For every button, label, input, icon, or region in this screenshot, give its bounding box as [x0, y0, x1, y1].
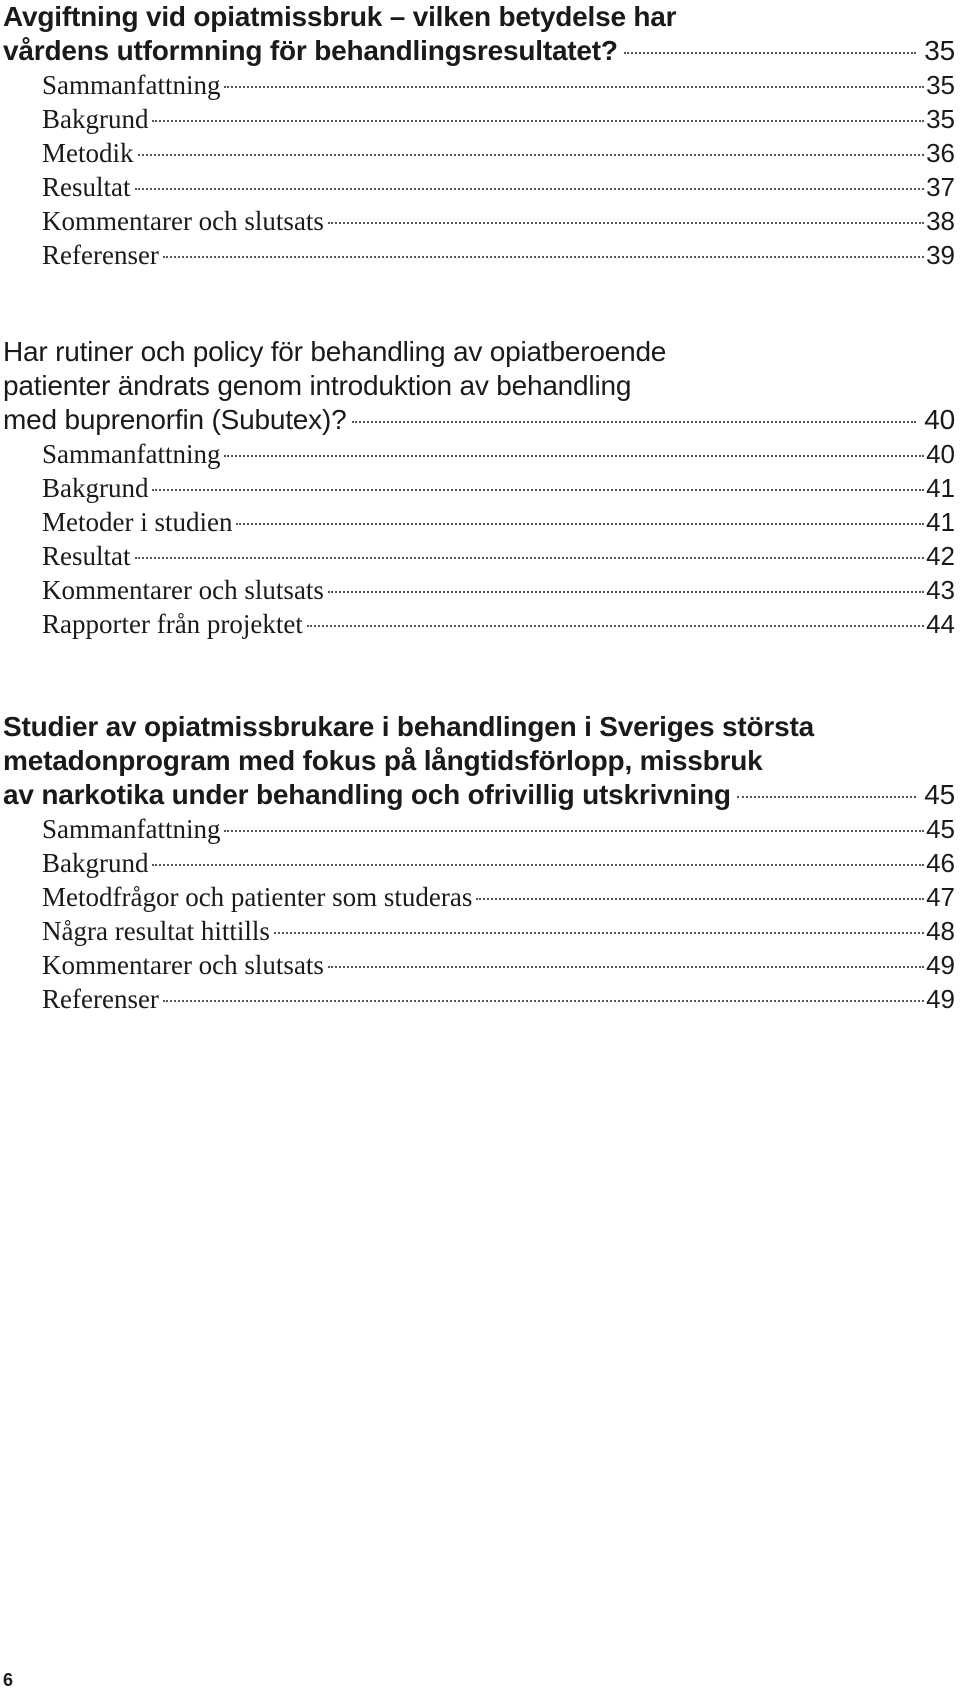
toc-entry-page: 41	[926, 473, 955, 503]
dot-leader	[152, 489, 924, 491]
toc-entry-page: 38	[926, 206, 955, 236]
toc-entry-page: 35	[926, 70, 955, 100]
toc-section-1	[3, 0, 955, 272]
heading-last-line	[3, 403, 955, 437]
toc-entry-label: Referenser	[42, 984, 159, 1014]
toc-entry[interactable]	[42, 471, 955, 505]
heading-line: vårdens utformning för behandlingsresultatet?	[3, 35, 618, 66]
toc-entry-label: Resultat	[42, 172, 131, 202]
toc-entry[interactable]	[42, 948, 955, 982]
dot-leader	[152, 120, 924, 122]
dot-leader	[224, 830, 924, 832]
toc-entry-page: 47	[926, 882, 955, 912]
toc-entry-label: Rapporter från projektet	[42, 609, 303, 639]
dot-leader	[224, 86, 924, 88]
heading-line: Avgiftning vid opiatmissbruk – vilken betydelse har	[3, 1, 677, 32]
toc-entry-label: Kommentarer och slutsats	[42, 575, 324, 605]
toc-entry-page: 35	[926, 104, 955, 134]
toc-entry[interactable]	[42, 68, 955, 102]
dot-leader	[307, 625, 924, 627]
toc-entry[interactable]	[42, 170, 955, 204]
dot-leader	[135, 188, 925, 190]
dot-leader	[274, 932, 924, 934]
heading-page-number: 45	[924, 779, 955, 810]
toc-entry[interactable]	[42, 505, 955, 539]
toc-entry[interactable]	[42, 880, 955, 914]
toc-entry[interactable]	[42, 607, 955, 641]
toc-entry[interactable]	[42, 102, 955, 136]
heading-line: patienter ändrats genom introduktion av behandling	[3, 370, 632, 401]
toc-entry-page: 49	[926, 984, 955, 1014]
dot-leader	[737, 796, 916, 798]
toc-entry-label: Bakgrund	[42, 848, 149, 878]
heading-line: metadonprogram med fokus på långtidsförlopp, missbruk	[3, 745, 763, 776]
toc-entry-page: 48	[926, 916, 955, 946]
toc-section-3	[3, 710, 955, 1016]
heading-page-number: 40	[924, 404, 955, 435]
dot-leader	[328, 966, 924, 968]
toc-entry[interactable]	[42, 539, 955, 573]
toc-entry-page: 42	[926, 541, 955, 571]
toc-entry[interactable]	[42, 982, 955, 1016]
toc-entry-page: 37	[926, 172, 955, 202]
toc-entry-label: Referenser	[42, 240, 159, 270]
dot-leader	[328, 591, 924, 593]
dot-leader	[352, 421, 916, 423]
dot-leader	[163, 1000, 924, 1002]
toc-entry[interactable]	[42, 846, 955, 880]
dot-leader	[224, 455, 924, 457]
toc-entry-label: Metodik	[42, 138, 134, 168]
toc-entry-page: 41	[926, 507, 955, 537]
toc-entry-label: Sammanfattning	[42, 439, 221, 469]
toc-entry[interactable]	[42, 573, 955, 607]
toc-entry-label: Metodfrågor och patienter som studeras	[42, 882, 473, 912]
dot-leader	[476, 898, 924, 900]
toc-entry-page: 36	[926, 138, 955, 168]
toc-entry-label: Sammanfattning	[42, 70, 221, 100]
dot-leader	[328, 222, 924, 224]
heading-last-line	[3, 778, 955, 812]
toc-entry-label: Metoder i studien	[42, 507, 233, 537]
toc-entry[interactable]	[42, 914, 955, 948]
toc-entry-label: Några resultat hittills	[42, 916, 270, 946]
heading-last-line	[3, 34, 955, 68]
dot-leader	[236, 523, 924, 525]
dot-leader	[152, 864, 924, 866]
toc-entry-page: 49	[926, 950, 955, 980]
toc-entry-page: 45	[926, 814, 955, 844]
toc-entry[interactable]	[42, 136, 955, 170]
dot-leader	[163, 256, 924, 258]
heading-line: av narkotika under behandling och ofrivillig utskrivning	[3, 779, 731, 810]
toc-entry[interactable]	[42, 437, 955, 471]
toc-entry[interactable]	[42, 812, 955, 846]
toc-entry-page: 40	[926, 439, 955, 469]
dot-leader	[138, 154, 925, 156]
dot-leader	[624, 52, 916, 54]
toc-heading[interactable]	[3, 335, 955, 437]
toc-entry-label: Sammanfattning	[42, 814, 221, 844]
toc-entry-page: 39	[926, 240, 955, 270]
toc-entry-label: Kommentarer och slutsats	[42, 206, 324, 236]
heading-page-number: 35	[924, 35, 955, 66]
toc-section-2	[3, 335, 955, 641]
heading-line: Studier av opiatmissbrukare i behandlingen i Sveriges största	[3, 711, 814, 742]
toc-entry[interactable]	[42, 238, 955, 272]
heading-line: Har rutiner och policy för behandling av opiatberoende	[3, 336, 667, 367]
toc-entry-label: Bakgrund	[42, 104, 149, 134]
toc-entry[interactable]	[42, 204, 955, 238]
toc-entry-page: 46	[926, 848, 955, 878]
heading-line: med buprenorfin (Subutex)?	[3, 404, 347, 435]
toc-heading[interactable]	[3, 710, 955, 812]
toc-entry-label: Bakgrund	[42, 473, 149, 503]
toc-entry-label: Resultat	[42, 541, 131, 571]
dot-leader	[135, 557, 925, 559]
toc-entry-label: Kommentarer och slutsats	[42, 950, 324, 980]
toc-heading[interactable]	[3, 0, 955, 68]
toc-entry-page: 43	[926, 575, 955, 605]
toc-entry-page: 44	[926, 609, 955, 639]
page-number: 6	[3, 1670, 14, 1690]
